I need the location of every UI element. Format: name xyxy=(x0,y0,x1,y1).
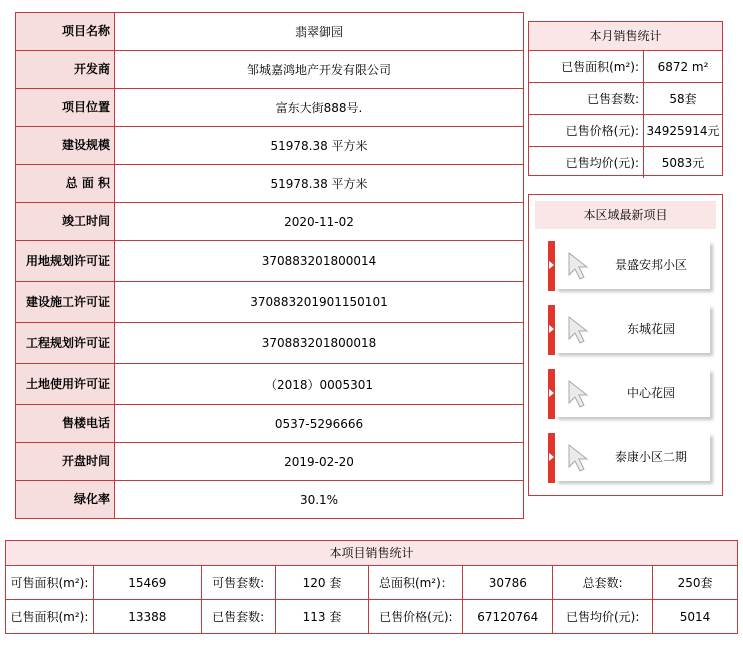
monthly-value: 58套 xyxy=(644,83,723,115)
info-label: 用地规划许可证 xyxy=(16,241,115,282)
info-row-construction xyxy=(16,282,524,323)
info-row-name xyxy=(16,13,524,51)
info-row-opening xyxy=(16,443,524,481)
info-value: （2018）0005301 xyxy=(115,364,524,405)
info-row-land-plan xyxy=(16,241,524,282)
latest-project-item[interactable] xyxy=(548,433,715,483)
item-marker xyxy=(548,241,555,291)
stat-value: 113 套 xyxy=(275,600,369,634)
stat-value: 5014 xyxy=(653,600,738,634)
info-value: 51978.38 平方米 xyxy=(115,127,524,165)
info-row-developer xyxy=(16,51,524,89)
monthly-label: 已售均价(元): xyxy=(529,147,644,179)
monthly-value: 6872 m² xyxy=(657,59,709,74)
cursor-arrow-icon xyxy=(567,251,589,281)
stat-value: 13388 xyxy=(93,600,201,634)
project-sales-row xyxy=(6,600,738,634)
latest-project-link[interactable]: 景盛安邦小区 xyxy=(614,258,687,272)
info-row-engineering xyxy=(16,323,524,364)
info-value: 51978.38 平方米 xyxy=(115,165,524,203)
stat-label: 总套数: xyxy=(553,566,653,600)
info-value: 翡翠御园 xyxy=(115,13,524,51)
info-label: 开盘时间 xyxy=(16,443,115,481)
info-label: 总 面 积 xyxy=(16,165,115,203)
stat-value: 67120764 xyxy=(463,600,553,634)
item-marker xyxy=(548,369,555,419)
info-label: 项目名称 xyxy=(16,13,115,51)
stat-label: 可售面积(m²): xyxy=(6,566,94,600)
info-label: 竣工时间 xyxy=(16,203,115,241)
stat-label: 已售均价(元): xyxy=(553,600,653,634)
item-card[interactable] xyxy=(555,305,710,353)
latest-project-link[interactable]: 泰康小区二期 xyxy=(614,450,687,464)
project-sales-title: 本项目销售统计 xyxy=(6,541,738,566)
latest-project-item[interactable] xyxy=(548,241,715,291)
monthly-sales-table xyxy=(529,51,722,178)
stat-value: 120 套 xyxy=(275,566,369,600)
info-value: 370883201901150101 xyxy=(115,282,524,323)
monthly-label: 已售价格(元): xyxy=(529,115,644,147)
cursor-arrow-icon xyxy=(567,443,589,473)
info-value: 邹城嘉鸿地产开发有限公司 xyxy=(115,51,524,89)
item-card[interactable] xyxy=(555,369,710,417)
info-row-area xyxy=(16,165,524,203)
stat-label: 已售面积(m²): xyxy=(6,600,94,634)
info-label: 建设规模 xyxy=(16,127,115,165)
info-value: 富东大街888号. xyxy=(115,89,524,127)
project-sales-header xyxy=(6,541,738,566)
info-row-scale xyxy=(16,127,524,165)
latest-project-item[interactable] xyxy=(548,369,715,419)
item-marker xyxy=(548,305,555,355)
monthly-row xyxy=(529,51,722,83)
cursor-arrow-icon xyxy=(567,315,589,345)
info-value: 370883201800018 xyxy=(115,323,524,364)
project-sales-row xyxy=(6,566,738,600)
monthly-label: 已售面积(m²): xyxy=(529,51,644,83)
info-label: 项目位置 xyxy=(16,89,115,127)
info-value: 370883201800014 xyxy=(115,241,524,282)
info-label: 工程规划许可证 xyxy=(16,323,115,364)
info-row-completion xyxy=(16,203,524,241)
info-label: 开发商 xyxy=(16,51,115,89)
project-sales-table xyxy=(5,540,738,634)
monthly-row xyxy=(529,115,722,147)
project-info-table xyxy=(15,12,524,519)
info-label: 建设施工许可证 xyxy=(16,282,115,323)
info-value: 2019-02-20 xyxy=(115,443,524,481)
info-label: 土地使用许可证 xyxy=(16,364,115,405)
info-value: 0537-5296666 xyxy=(115,405,524,443)
stat-label: 可售套数: xyxy=(201,566,275,600)
latest-project-item[interactable] xyxy=(548,305,715,355)
monthly-sales-title: 本月销售统计 xyxy=(529,22,722,51)
item-marker xyxy=(548,433,555,483)
latest-project-link[interactable]: 东城花园 xyxy=(626,322,675,336)
info-row-location xyxy=(16,89,524,127)
info-value: 2020-11-02 xyxy=(115,203,524,241)
stat-label: 总面积(m²)： xyxy=(369,566,463,600)
item-card[interactable] xyxy=(555,433,710,481)
monthly-sales-panel xyxy=(528,21,723,176)
monthly-label: 已售套数: xyxy=(529,83,644,115)
info-row-green xyxy=(16,481,524,519)
latest-projects-panel xyxy=(528,194,723,496)
stat-value: 30786 xyxy=(463,566,553,600)
item-card[interactable] xyxy=(555,241,710,289)
monthly-row xyxy=(529,83,722,115)
stat-label: 已售价格(元): xyxy=(369,600,463,634)
monthly-value: 34925914元 xyxy=(644,115,723,147)
monthly-row xyxy=(529,147,722,179)
stat-value: 15469 xyxy=(93,566,201,600)
info-row-phone xyxy=(16,405,524,443)
info-label: 绿化率 xyxy=(16,481,115,519)
info-label: 售楼电话 xyxy=(16,405,115,443)
info-value: 30.1% xyxy=(115,481,524,519)
stat-label: 已售套数: xyxy=(201,600,275,634)
monthly-value: 5083元 xyxy=(644,147,723,179)
info-row-land-use xyxy=(16,364,524,405)
stat-value: 250套 xyxy=(653,566,738,600)
cursor-arrow-icon xyxy=(567,379,589,409)
latest-project-link[interactable]: 中心花园 xyxy=(626,386,675,400)
latest-projects-title: 本区域最新项目 xyxy=(535,201,716,229)
